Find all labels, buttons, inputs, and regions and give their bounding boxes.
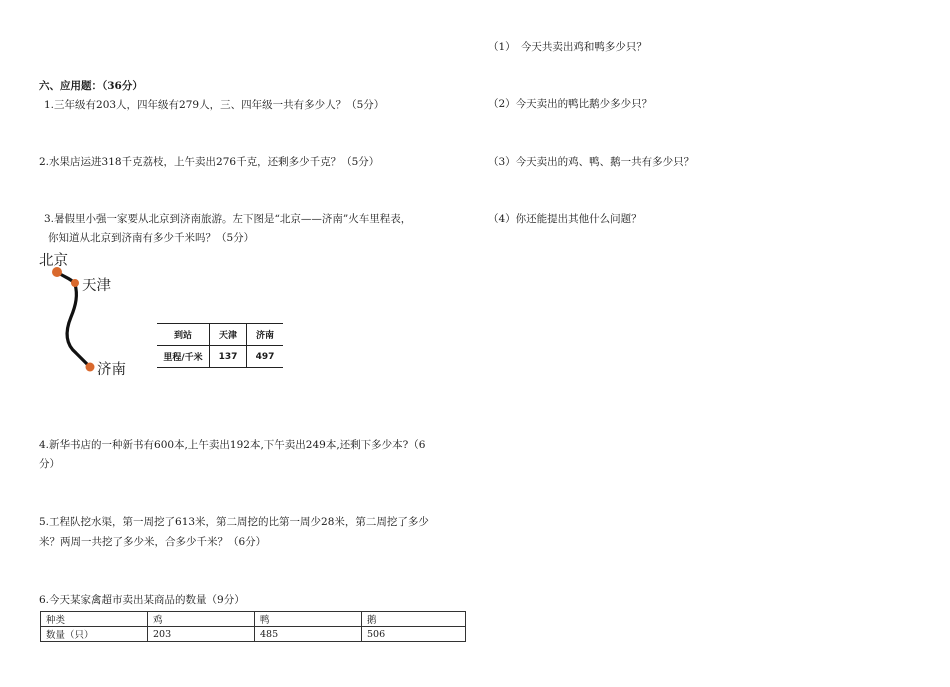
goods-row-duck: 485 <box>255 627 362 642</box>
goods-table-row <box>41 627 466 642</box>
route-table-header <box>157 324 283 346</box>
section-heading: 六、应用题：（36分） <box>39 80 143 92</box>
question-5-line-1: 5.工程队挖水渠，第一周挖了613米，第二周挖的比第一周少28米，第二周挖了多少 <box>39 516 429 528</box>
route-row-jinan: 497 <box>247 346 284 368</box>
question-2: 2.水果店运进318千克荔枝，上午卖出276千克，还剩多少千克？（5分） <box>39 156 380 168</box>
beijing-label: 北京 <box>39 253 68 269</box>
route-row-tianjin: 137 <box>210 346 247 368</box>
goods-header-goose: 鹅 <box>362 612 466 627</box>
question-3-line-2: 你知道从北京到济南有多少千米吗？（5分） <box>48 232 255 244</box>
jinan-label: 济南 <box>97 362 126 378</box>
sub-question-1: （1） 今天共卖出鸡和鸭多少只？ <box>488 41 647 53</box>
jinan-marker <box>86 363 95 372</box>
goods-header-chicken: 鸡 <box>148 612 255 627</box>
route-header-tianjin: 天津 <box>210 324 247 346</box>
route-map <box>36 247 146 379</box>
sub-question-4: （4）你还能提出其他什么问题？ <box>488 213 642 225</box>
goods-table-header <box>41 612 466 627</box>
sub-question-2: （2）今天卖出的鸭比鹅少多少只？ <box>488 98 653 110</box>
question-5-line-2: 米？两周一共挖了多少米，合多少千米？（6分） <box>39 536 267 548</box>
goods-table <box>40 611 466 642</box>
route-table-row <box>157 346 283 368</box>
question-3-line-1: 3.暑假里小强一家要从北京到济南旅游。左下图是“北京——济南”火车里程表， <box>44 213 412 225</box>
question-6: 6.今天某家禽超市卖出某商品的数量（9分） <box>39 594 245 606</box>
goods-header-type: 种类 <box>41 612 148 627</box>
route-table <box>157 323 283 368</box>
goods-row-goose: 506 <box>362 627 466 642</box>
sub-question-3: （3）今天卖出的鸡、鸭、鹅一共有多少只？ <box>488 156 695 168</box>
tianjin-marker <box>71 279 79 287</box>
question-4-line-2: 分） <box>39 458 60 470</box>
route-header-station: 到站 <box>157 324 210 346</box>
goods-row-chicken: 203 <box>148 627 255 642</box>
question-1: 1.三年级有203人，四年级有279人，三、四年级一共有多少人？（5分） <box>44 99 385 111</box>
goods-header-duck: 鸭 <box>255 612 362 627</box>
question-4-line-1: 4.新华书店的一种新书有600本,上午卖出192本,下午卖出249本,还剩下多少本?（6 <box>39 439 426 451</box>
route-header-jinan: 济南 <box>247 324 284 346</box>
goods-row-label: 数量（只） <box>41 627 148 642</box>
route-row-label: 里程/千米 <box>157 346 210 368</box>
tianjin-label: 天津 <box>82 278 111 294</box>
